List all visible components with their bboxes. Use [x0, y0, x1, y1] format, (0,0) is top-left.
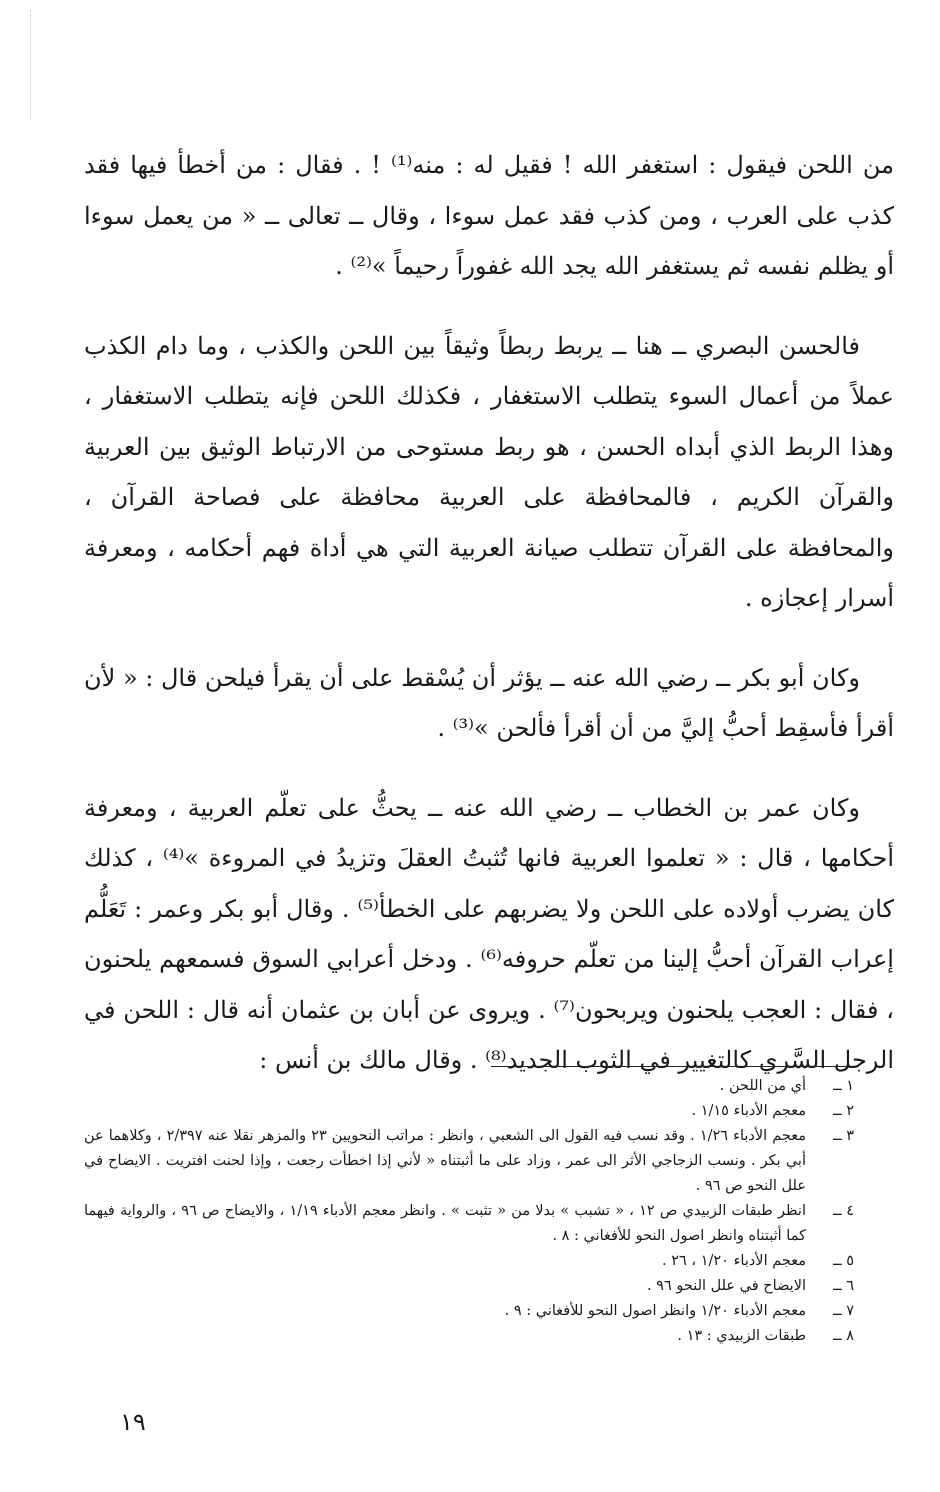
footnote-number: ٦ ــ: [833, 1278, 854, 1294]
footnote-text: انظر طبقات الزبيدي ص ١٢ ، « تشبب » بدلا من « تثبت » . وانظر معجم الأدباء ١/١٩ ، والايضاح ص ٩٦ ، والرواية فيهما كما أثبتناه وانظر اصول النحو للأفغاني : ٨ .: [84, 1203, 806, 1244]
paragraph-2: [84, 321, 894, 624]
main-text: [84, 140, 894, 1115]
footnote-number: ١ ــ: [833, 1078, 854, 1094]
paragraph-3: [84, 653, 894, 754]
footnote-text: معجم الأدباء ١/٢٠ وانظر اصول النحو للأفغاني : ٩ .: [504, 1303, 806, 1319]
paragraph-1: من اللحن فيقول : استغفر الله ! فقيل له : منه⁽¹⁾ ! . فقال : من أخطأ فيها فقد كذب على العرب ، ومن كذب فقد عمل سوءا ، وقال ــ تعالى ــ « من يعمل سوءا أو يظلم نفسه ثم يستغفر الله يجد الله غفوراً رحيماً »⁽²⁾ .: [84, 151, 895, 280]
footnote-text: معجم الأدباء ١/٢٦ . وقد نسب فيه القول الى الشعبي ، وانظر : مراتب النحويين ٢٣ والمزهر نقلا عنه ٢/٣٩٧ ، وكلاهما عن أبي بكر . ونسب الزجاجي الأثر الى عمر ، وزاد على ما أثبتناه « لأني إذا اخطأت رجعت ، وإذا لحنت افتريت . الايضاح في علل النحو ص ٩٦ .: [84, 1128, 806, 1194]
footnote-number: ٨ ــ: [833, 1328, 854, 1344]
page-number: ١٩: [120, 1408, 146, 1436]
footnote: [84, 1199, 854, 1249]
footnote-number: ٣ ــ: [833, 1128, 854, 1144]
footnote-separator: [491, 1066, 848, 1067]
footnote: [84, 1249, 854, 1274]
footnote-number: ٥ ــ: [833, 1253, 854, 1269]
paragraph-3-text: وكان أبو بكر ــ رضي الله عنه ــ يؤثر أن يُسْقط على أن يقرأ فيلحن قال : « لأن أقرأ فأسقِط أحبُّ إليَّ من أن أقرأ فألحن »⁽³⁾ .: [84, 663, 894, 742]
footnote-number: ٧ ــ: [833, 1303, 854, 1319]
footnote: [84, 1274, 854, 1299]
paragraph-4-text: وكان عمر بن الخطاب ــ رضي الله عنه ــ يحثُّ على تعلّم العربية ، ومعرفة أحكامها ، قال : « تعلموا العربية فانها تُثبتُ العقلَ وتزيدُ في المروءة »⁽⁴⁾ ، كذلك كان يضرب أولاده على اللحن ولا يضربهم على الخطأ⁽⁵⁾ . وقال أبو بكر وعمر : تَعَلُّم إعراب القرآن أحبُّ إلينا من تعلّم حروفه⁽⁶⁾ . ودخل أعرابي السوق فسمعهم يلحنون ، فقال : العجب يلحنون ويربحون⁽⁷⁾ . ويروى عن أبان بن عثمان أنه قال : اللحن في الرجل السَّري كالتغيير في الثوب الجديد⁽⁸⁾ . وقال مالك بن أنس :: [84, 793, 895, 1074]
footnote-text: طبقات الزبيدي : ١٣ .: [677, 1328, 806, 1344]
footnote-text: الايضاح في علل النحو ٩٦ .: [646, 1278, 806, 1294]
footnotes: [84, 1074, 854, 1349]
footnote: [84, 1099, 854, 1124]
footnote-number: ٢ ــ: [833, 1103, 854, 1119]
footnote-number: ٤ ــ: [833, 1203, 854, 1219]
footnote: [84, 1124, 854, 1199]
footnote-text: معجم الأدباء ١/٢٠ ، ٢٦ .: [662, 1253, 806, 1269]
margin-guide-line: [30, 10, 32, 120]
footnote-text: أي من اللحن .: [719, 1078, 806, 1094]
footnote: [84, 1074, 854, 1099]
footnote: [84, 1324, 854, 1349]
paragraph-4: [84, 783, 894, 1086]
footnote: [84, 1299, 854, 1324]
paragraph-2-text: فالحسن البصري ــ هنا ــ يربط ربطاً وثيقاً بين اللحن والكذب ، وما دام الكذب عملاً من أعمال السوء يتطلب الاستغفار ، فكذلك اللحن فإنه يتطلب الاستغفار ، وهذا الربط الذي أبداه الحسن ، هو ربط مستوحى من الارتباط الوثيق بين العربية والقرآن الكريم ، فالمحافظة على العربية محافظة على فصاحة القرآن ، والمحافظة على القرآن تتطلب صيانة العربية التي هي أداة فهم أحكامه ، ومعرفة أسرار إعجازه .: [84, 331, 894, 612]
footnote-text: معجم الأدباء ١/١٥ .: [691, 1103, 806, 1119]
